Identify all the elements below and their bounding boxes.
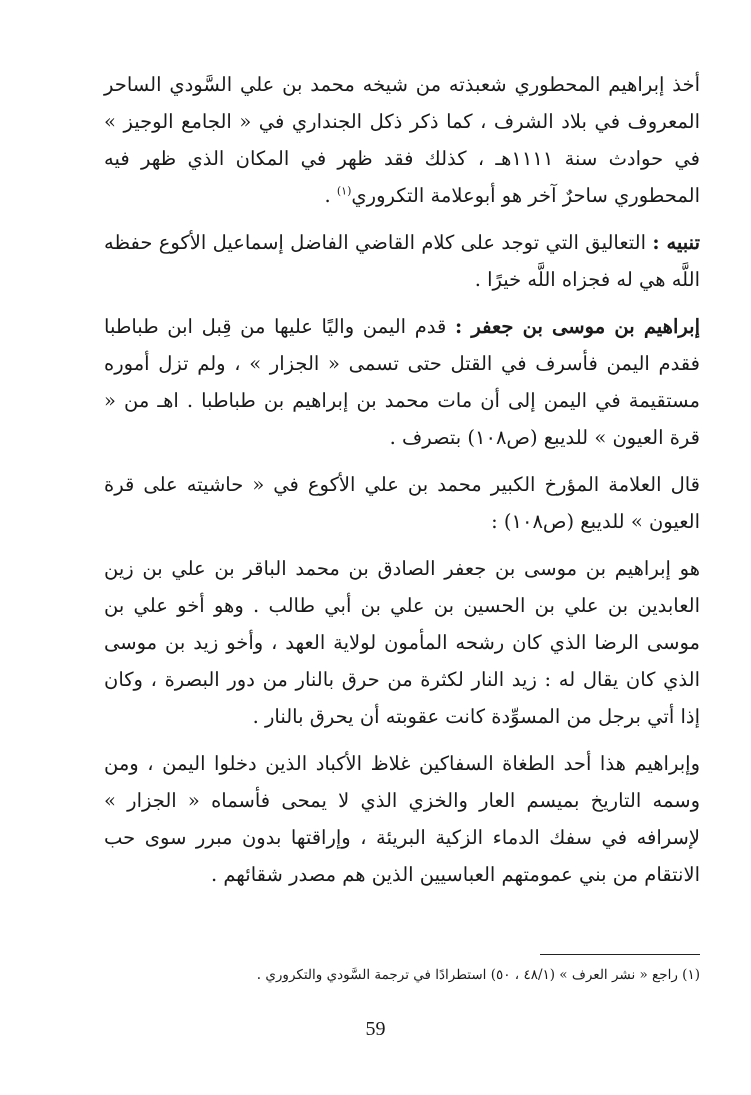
paragraph-text: قدم اليمن واليًا عليها من قِبل ابن طباطبا فقدم اليمن فأسرف في القتل حتى تسمى « الجزار » ، ولم تزل أموره مستقيمة في اليمن إلى أن مات محمد بن إبراهيم بن طباطبا . اهـ من « قرة العيون » للديبع (ص١٠٨) بتصرف . (104, 315, 700, 449)
paragraph-text: وإبراهيم هذا أحد الطغاة السفاكين غلاظ الأكباد الذين دخلوا اليمن ، ومن وسمه التاريخ بميسم العار والخزي الذي لا يمحى فأسماه « الجزار » لإسرافه في سفك الدماء الزكية البريئة ، وإراقتها بدون مبرر سوى حب الانتقام من بني عمومتهم العباسيين الذين هم مصدر شقائهم . (104, 752, 700, 886)
paragraph-tail: . (324, 184, 337, 207)
footnote-divider (540, 954, 700, 955)
paragraph-heading: إبراهيم بن موسى بن جعفر : (454, 315, 700, 338)
footnote-number: (١) (682, 967, 700, 983)
page-number: 59 (365, 1018, 386, 1040)
paragraph-lineage (104, 550, 700, 735)
footnote-reference[interactable]: (١) (336, 184, 352, 198)
paragraph-heading: تنبيه : (652, 231, 700, 254)
paragraph-akwa-quote-intro (104, 466, 700, 540)
paragraph-text: هو إبراهيم بن موسى بن جعفر الصادق بن محمد الباقر بن علي بن زين العابدين بن علي بن الحسين بن علي بن أبي طالب . وهو أخو علي بن موسى الرضا الذي كان رشحه المأمون لولاية العهد ، وأخو زيد بن موسى الذي كان يقال له : زيد النار لكثرة من حرق بالنار من دور البصرة ، وكان إذا أتي برجل من المسوِّدة كانت عقوبته أن يحرق بالنار . (104, 557, 700, 728)
page-body (104, 66, 701, 983)
footnote (104, 964, 700, 986)
paragraph-notice (104, 224, 700, 298)
paragraph-mahtouri (104, 66, 700, 214)
paragraph-text: أخذ إبراهيم المحطوري شعبذته من شيخه محمد بن علي السَّودي الساحر المعروف في بلاد الشرف ، كما ذكر ذكل الجنداري في « الجامع الوجيز » في حوادث سنة ١١١١هـ ، كذلك فقد ظهر في المكان الذي ظهر فيه المحطوري ساحرٌ آخر هو أبوعلامة التكروري (104, 73, 701, 207)
paragraph-text: قال العلامة المؤرخ الكبير محمد بن علي الأكوع في « حاشيته على قرة العيون » للديبع (ص١٠٨) : (104, 473, 700, 533)
paragraph-text: التعاليق التي توجد على كلام القاضي الفاضل إسماعيل الأكوع حفظه اللَّه هي له فجزاه اللَّه خيرًا . (104, 231, 700, 291)
paragraph-tyrant (104, 745, 700, 893)
footnote-text: راجع « نشر العرف » (٤٨/١ ، ٥٠) استطرادًا في ترجمة السَّودي والتكروري . (256, 967, 678, 983)
paragraph-ibrahim-bin-musa (104, 308, 700, 456)
